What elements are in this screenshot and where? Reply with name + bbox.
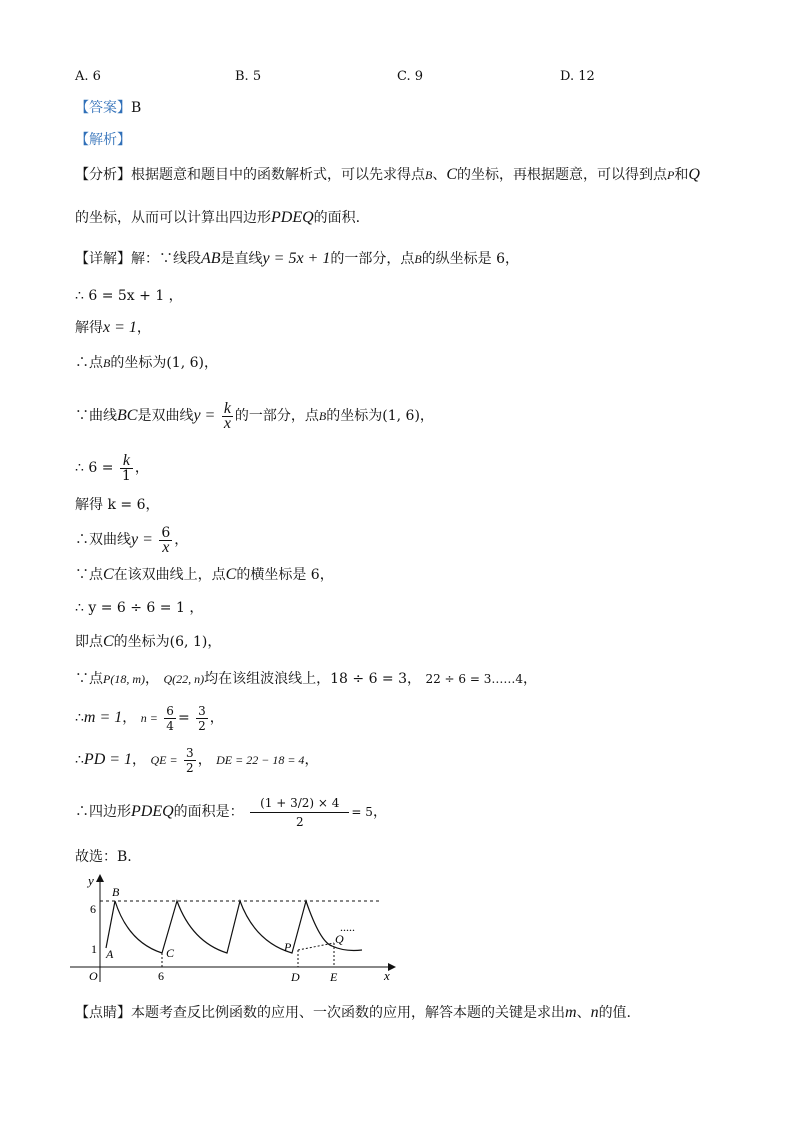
label-b: B bbox=[112, 885, 120, 899]
comment-line: 【点睛】本题考查反比例函数的应用、一次函数的应用，解答本题的关键是求出m、n的值. bbox=[75, 1004, 632, 1021]
answer-tag: 【答案】 bbox=[75, 100, 131, 116]
y-axis-arrow bbox=[96, 874, 104, 882]
analysis-line-1: 【分析】根据题意和题目中的函数解析式，可以先求得点B、C的坐标，再根据题意，可以得到点P和Q bbox=[75, 166, 700, 183]
dots-label: ..... bbox=[340, 920, 355, 934]
option-c: C. 9 bbox=[397, 69, 424, 84]
detail-line-2: ∴ 6 = 5x + 1 ， bbox=[75, 288, 183, 304]
option-d: D. 12 bbox=[560, 69, 595, 84]
analysis-line-2: 的坐标，从而可以计算出四边形PDEQ的面积. bbox=[75, 209, 361, 226]
x-axis-label: x bbox=[384, 968, 390, 983]
wave-curve bbox=[106, 901, 332, 953]
label-o: O bbox=[89, 969, 98, 983]
detail-line-15: ∴四边形PDEQ的面积是： $\frac{(1 + 3/2) \times 4}{2}$ = 5， bbox=[75, 795, 387, 829]
y-axis-label: y bbox=[88, 873, 94, 888]
detail-line-7: 解得 k = 6， bbox=[75, 497, 160, 513]
label-c: C bbox=[166, 946, 175, 960]
detail-line-1: 【详解】解：∵线段AB是直线y = 5x + 1的一部分，点B的纵坐标是 6， bbox=[75, 250, 520, 267]
detail-line-12: ∵点P(18, m)， Q(22, n)均在该组波浪线上，18 ÷ 6 = 3， 22 ÷ 6 = 3……4， bbox=[75, 671, 538, 687]
label-p: P bbox=[284, 940, 292, 954]
wave-curve-tail bbox=[332, 946, 362, 951]
label-a: A bbox=[106, 947, 114, 961]
detail-line-4: ∴点B的坐标为(1, 6)， bbox=[75, 355, 218, 371]
label-d: D bbox=[291, 970, 300, 984]
label-q: Q bbox=[335, 932, 344, 946]
label-e: E bbox=[330, 970, 338, 984]
detail-line-5: ∵曲线BC是双曲线y = $\frac{k}{x}$ 的一部分，点B的坐标为(1, 6)， bbox=[75, 399, 434, 432]
detail-line-11: 即点C的坐标为(6, 1)， bbox=[75, 633, 222, 650]
wave-graph-figure bbox=[70, 870, 400, 985]
analysis-tag: 【解析】 bbox=[75, 132, 131, 148]
tick-1-y: 1 bbox=[91, 942, 97, 956]
option-a: A. 6 bbox=[75, 69, 101, 84]
detail-line-6: ∴ 6 = $\frac{k}{1}$ ， bbox=[75, 451, 149, 484]
detail-line-8: ∴双曲线y = $\frac{6}{x}$ ， bbox=[75, 524, 189, 556]
detail-line-16: 故选：B. bbox=[75, 849, 132, 865]
detail-line-10: ∴ y = 6 ÷ 6 = 1 ， bbox=[75, 600, 204, 616]
tick-6-y: 6 bbox=[90, 902, 96, 916]
detail-line-3: 解得x = 1， bbox=[75, 319, 151, 336]
tick-6-x: 6 bbox=[158, 969, 164, 983]
detail-line-9: ∵点C在该双曲线上，点C的横坐标是 6， bbox=[75, 566, 334, 583]
option-b: B. 5 bbox=[235, 69, 262, 84]
answer-line bbox=[75, 99, 141, 117]
answer-value: B bbox=[131, 100, 142, 116]
detail-line-14: ∴PD = 1， QE = $\frac{3}{2}$ ， DE = 22 − 18 = 4， bbox=[75, 745, 319, 775]
detail-line-13: ∴m = 1， n = $\frac{6}{4}$ = $\frac{3}{2}$ ， bbox=[75, 703, 224, 733]
